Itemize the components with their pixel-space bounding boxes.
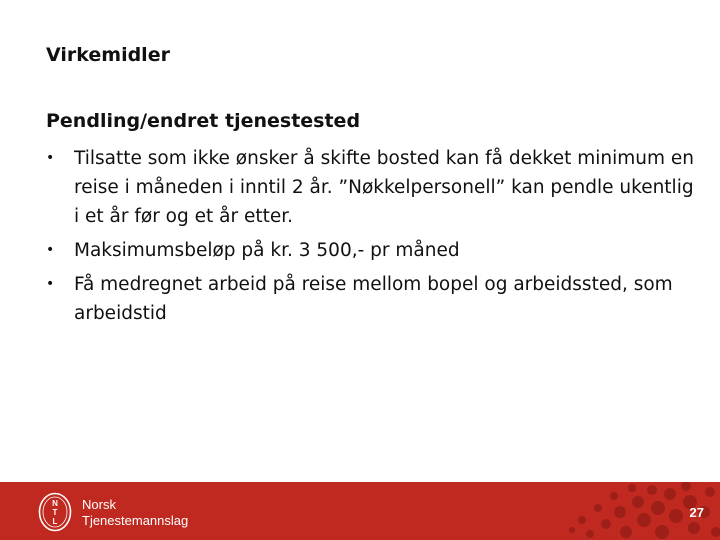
logo-letter-t: T bbox=[52, 508, 58, 517]
logo-letter-n: N bbox=[52, 499, 58, 508]
bullet-item-pendling bbox=[46, 144, 696, 231]
brand-line-norsk: Norsk bbox=[82, 497, 116, 512]
bullet-text: Maksimumsbeløp på kr. 3 500,- pr måned bbox=[74, 240, 460, 261]
bullet-icon: • bbox=[46, 276, 55, 292]
bullet-item-maksimum bbox=[46, 236, 696, 265]
bullet-icon: • bbox=[46, 242, 55, 258]
bullet-list bbox=[46, 144, 696, 333]
bullet-text: Tilsatte som ikke ønsker å skifte bosted kan få dekket minimum en reise i måneden i inntil 2 år. ”Nøkkelpersonell” kan pendle ukentlig i et år før og et år etter. bbox=[74, 148, 695, 227]
logo-letter-l: L bbox=[52, 517, 58, 526]
brand-name bbox=[82, 497, 188, 529]
ntl-logo bbox=[38, 492, 72, 532]
bullet-text: Få medregnet arbeid på reise mellom bopel og arbeidssted, som arbeidstid bbox=[74, 274, 673, 324]
page-number: 27 bbox=[689, 505, 704, 520]
slide-title: Virkemidler bbox=[46, 44, 170, 66]
bullet-icon: • bbox=[46, 150, 55, 166]
brand-line-tjenestemannslag: Tjenestemannslag bbox=[82, 513, 189, 528]
bullet-item-arbeidstid bbox=[46, 270, 696, 328]
section-heading: Pendling/endret tjenestested bbox=[46, 110, 361, 132]
